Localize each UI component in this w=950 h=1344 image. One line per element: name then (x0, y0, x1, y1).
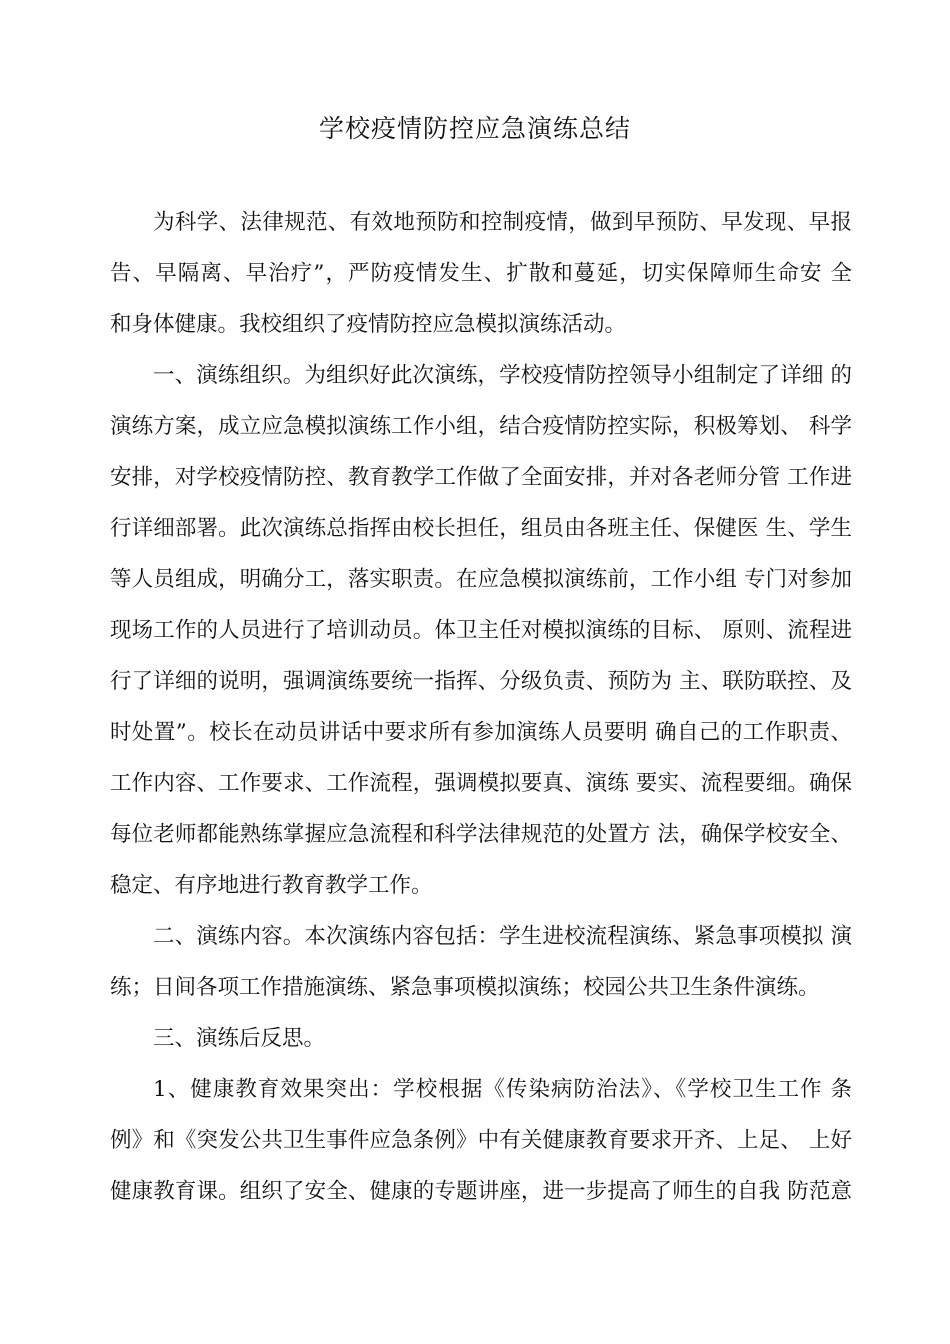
paragraph-line: 演练方案，成立应急模拟演练工作小组，结合疫情防控实际，积极筹划、 科学 (110, 414, 852, 439)
paragraph-line: 行了详细的说明，强调演练要统一指挥、分级负责、预防为 主、联防联控、及 (110, 669, 852, 694)
paragraph-line: 一、演练组织。为组织好此次演练，学校疫情防控领导小组制定了详细 的 (153, 363, 852, 388)
paragraph-line: 时处置”。校长在动员讲话中要求所有参加演练人员要明 确自己的工作职责、 (110, 720, 852, 745)
paragraph-line: 工作内容、工作要求、工作流程，强调模拟要真、演练 要实、流程要细。确保 (110, 771, 852, 796)
paragraph-line: 每位老师都能熟练掌握应急流程和科学法律规范的处置方 法，确保学校安全、 (110, 822, 852, 847)
paragraph-line: 练；日间各项工作措施演练、紧急事项模拟演练；校园公共卫生条件演练。 (110, 975, 820, 1000)
paragraph-line: 例》和《突发公共卫生事件应急条例》中有关健康教育要求开齐、上足、 上好 (110, 1128, 852, 1153)
paragraph-line: 现场工作的人员进行了培训动员。体卫主任对模拟演练的目标、 原则、流程进 (110, 618, 852, 643)
paragraph-line: 1、健康教育效果突出：学校根据《传染病防治法》、《学校卫生工作 条 (153, 1077, 852, 1102)
section-heading: 三、演练后反思。 (153, 1026, 326, 1051)
paragraph-line: 稳定、有序地进行教育教学工作。 (110, 873, 433, 898)
paragraph-line: 为科学、法律规范、有效地预防和控制疫情，做到早预防、早发现、早报 (153, 210, 852, 235)
paragraph-line: 二、演练内容。本次演练内容包括：学生进校流程演练、紧急事项模拟 演 (153, 924, 852, 949)
paragraph-line: 等人员组成，明确分工，落实职责。在应急模拟演练前，工作小组 专门对参加 (110, 567, 852, 592)
document-body (110, 205, 852, 1225)
paragraph-line: 告、早隔离、早治疗”，严防疫情发生、扩散和蔓延，切实保障师生命安 全 (110, 261, 852, 286)
paragraph-line: 健康教育课。组织了安全、健康的专题讲座，进一步提高了师生的自我 防范意 (110, 1179, 852, 1204)
document-title: 学校疫情防控应急演练总结 (318, 114, 631, 143)
paragraph-line: 行详细部署。此次演练总指挥由校长担任，组员由各班主任、保健医 生、学生 (110, 516, 852, 541)
paragraph-line: 安排，对学校疫情防控、教育教学工作做了全面安排，并对各老师分管 工作进 (110, 465, 852, 490)
paragraph-line: 和身体健康。我校组织了疫情防控应急模拟演练活动。 (110, 312, 627, 337)
